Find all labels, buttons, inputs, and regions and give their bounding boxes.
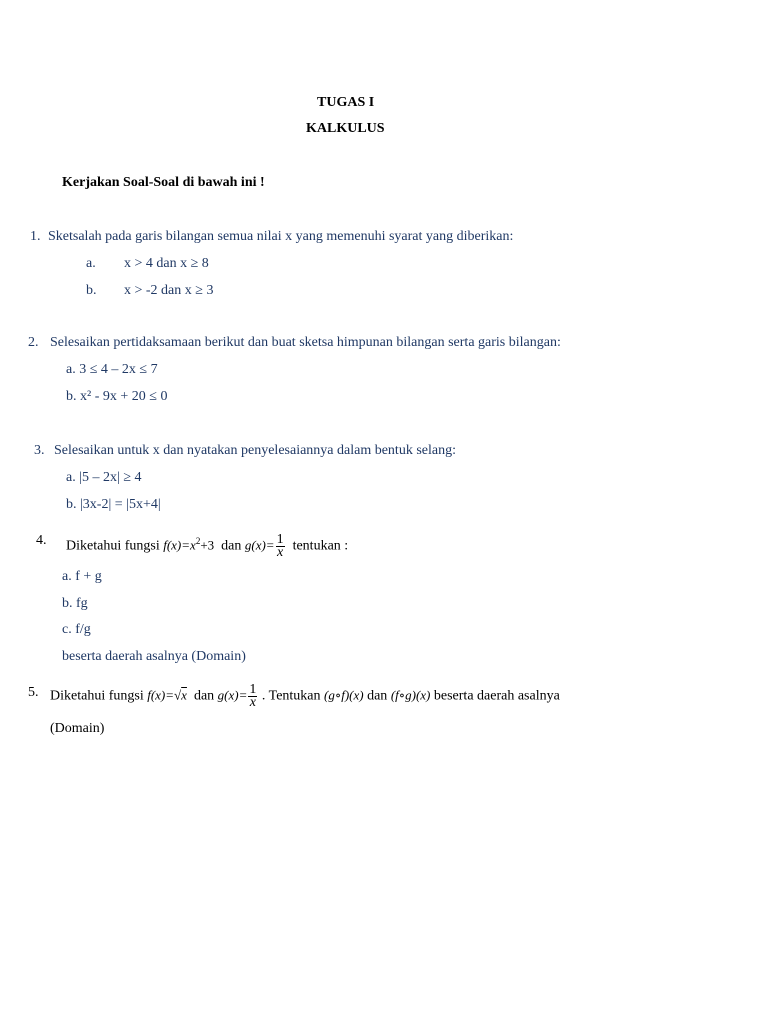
q2-item-a: a. 3 ≤ 4 – 2x ≤ 7: [66, 362, 158, 377]
q4-footer: beserta daerah asalnya (Domain): [62, 649, 246, 664]
q5-frac-den: x: [249, 695, 256, 710]
q5-comp2: (f∘g)(x): [390, 687, 431, 703]
q1-item-a-label: a.: [86, 256, 96, 271]
title-line-2: KALKULUS: [306, 121, 385, 136]
q5-comp1: (g∘f)(x): [324, 687, 364, 703]
q5-intro: Diketahui fungsi: [50, 688, 144, 704]
q4-outro: tentukan :: [292, 538, 349, 554]
q5-outro: beserta daerah asalnya: [433, 688, 560, 704]
q1-number: 1.: [30, 229, 41, 244]
title-line-1: TUGAS I: [317, 95, 375, 110]
q3-text: Selesaikan untuk x dan nyatakan penyelesaiannya dalam bentuk selang:: [54, 443, 456, 458]
q4-f-base: x: [190, 537, 196, 553]
q5-line2: (Domain): [50, 721, 105, 736]
q4-intro: Diketahui fungsi: [66, 538, 160, 554]
q2-item-b: b. x² - 9x + 20 ≤ 0: [66, 389, 168, 404]
q5-conj1: dan: [193, 688, 215, 704]
q2-text: Selesaikan pertidaksamaan berikut dan buat sketsa himpunan bilangan serta garis bilangan:: [50, 335, 561, 350]
q3-item-a: a. |5 – 2x| ≥ 4: [66, 470, 142, 485]
q4-item-b: b. fg: [62, 596, 88, 611]
q4-statement: [66, 532, 348, 559]
q3-item-b: b. |3x-2| = |5x+4|: [66, 497, 161, 512]
q3-number: 3.: [34, 443, 45, 458]
q5-statement: [50, 684, 560, 709]
q2-number: 2.: [28, 335, 39, 350]
q4-frac-num: 1: [276, 531, 284, 547]
q4-f-exp: 2: [195, 536, 201, 546]
q5-tentukan: . Tentukan: [261, 688, 321, 704]
q5-number: 5.: [28, 685, 39, 700]
q5-g-lhs: g(x)=: [217, 687, 248, 703]
q1-item-b-label: b.: [86, 283, 97, 298]
q4-f-tail: +3: [200, 537, 215, 553]
q4-fraction: [276, 531, 285, 560]
q4-f-lhs: f(x)=: [163, 537, 191, 553]
q4-frac-den: x: [276, 544, 284, 560]
q4-conj: dan: [221, 538, 242, 554]
q5-conj2: dan: [367, 688, 388, 704]
q4-item-c: c. f/g: [62, 622, 91, 637]
q4-item-a: a. f + g: [62, 569, 102, 584]
q1-item-b-text: x > -2 dan x ≥ 3: [124, 283, 214, 298]
q5-f-lhs: f(x)=: [147, 687, 175, 703]
instruction: Kerjakan Soal-Soal di bawah ini !: [62, 175, 265, 190]
q1-item-a-text: x > 4 dan x ≥ 8: [124, 256, 209, 271]
q5-fraction: [248, 684, 257, 709]
q5-frac-num: 1: [249, 682, 257, 697]
q1-text: Sketsalah pada garis bilangan semua nilai x yang memenuhi syarat yang diberikan:: [48, 229, 514, 244]
q4-number: 4.: [36, 533, 47, 548]
q4-g-lhs: g(x)=: [244, 537, 275, 553]
q5-sqrt-arg: x: [181, 687, 187, 703]
q5-sqrt-sign: √: [174, 687, 182, 703]
